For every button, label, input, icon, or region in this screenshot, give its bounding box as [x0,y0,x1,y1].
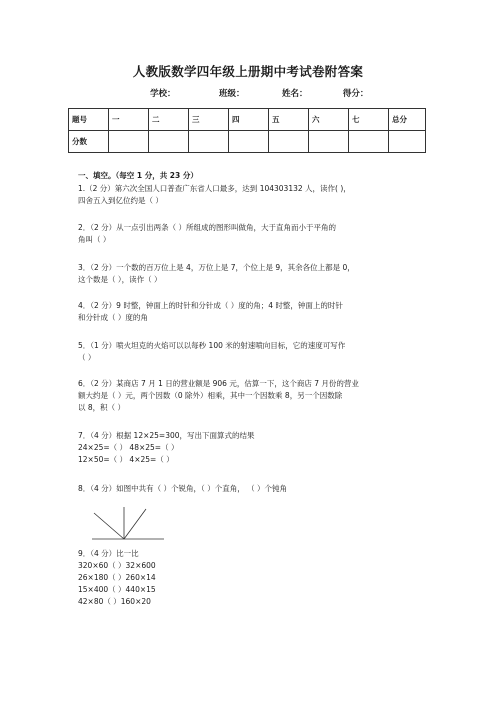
question-line: 1.（2 分）第六次全国人口普查广东省人口最多，达到 104303132 人，读作( )， [78,184,351,193]
table-cell[interactable] [149,131,189,153]
table-cell: 六 [309,109,349,131]
score-field: 得分： [342,89,369,99]
table-cell: 三 [189,109,229,131]
table-cell: 七 [349,109,389,131]
question-4 [78,300,428,324]
question-line: 15×400（ ）440×15 [78,585,156,594]
table-cell: 分数 [69,131,109,153]
score-table [68,108,426,153]
question-line: 320×60（ ）32×600 [78,561,156,570]
table-cell: 一 [109,109,149,131]
table-cell[interactable] [349,131,389,153]
table-cell: 总分 [389,109,426,131]
table-cell: 四 [229,109,269,131]
question-line: 26×180（ ）260×14 [78,573,156,582]
question-line: 额大约是（ ）元，两个因数（0 除外）相乘，其中一个因数乘 8，另一个因数除 [78,391,343,400]
table-cell[interactable] [189,131,229,153]
question-line: 12×50=（ ） 4×25=（ ） [78,455,174,464]
question-line: 3．（2 分）一个数的百万位上是 4，万位上是 7，个位上是 9，其余各位上都是 0， [78,263,355,272]
angle-figure [88,505,168,545]
table-cell[interactable] [109,131,149,153]
school-field: 学校： [150,89,176,99]
question-line: 8．（4 分）如图中共有（ ）个锐角，（ ）个直角， （ ）个钝角 [78,484,287,493]
question-line: 2．（2 分）从一点引出两条（ ）所组成的图形叫做角，大于直角而小于平角的 [78,223,337,232]
question-5 [78,340,428,364]
question-line: 四舍五入到亿位约是（ ） [78,196,163,205]
table-cell: 题号 [69,109,109,131]
class-field: 班级： [218,89,245,99]
question-line: 以 8，积（ ） [78,403,126,412]
name-field: 姓名： [281,89,308,99]
page-title: 人教版数学四年级上册期中考试卷附答案 [132,64,364,79]
question-line: 7．（4 分）根据 12×25=300，写出下面算式的结果 [78,431,255,440]
question-line: 42×80（ ）160×20 [78,597,151,606]
question-line: 5．（1 分）喷火坦克的火焰可以以每秒 100 米的射速喷向目标，它的速度可写作 [78,341,346,350]
header-fields [150,87,368,99]
question-1 [78,183,428,207]
question-8 [78,483,428,495]
table-row [69,109,426,131]
table-cell: 二 [149,109,189,131]
question-6 [78,378,428,414]
question-3 [78,262,428,286]
question-line: 4．（2 分）9 时整，钟面上的时针和分针成（ ）度的角；4 时整，钟面上的时针 [78,301,343,310]
question-2 [78,222,428,246]
table-row [69,131,426,153]
table-cell[interactable] [389,131,426,153]
question-9 [78,548,428,608]
question-line: 9．（4 分）比一比 [78,549,139,558]
question-line: 角叫（ ） [78,235,111,244]
table-cell: 五 [269,109,309,131]
table-cell[interactable] [309,131,349,153]
question-line: 24×25=（ ） 48×25=（ ） [78,443,179,452]
section-heading: 一、填空。（每空 1 分，共 23 分） [78,171,198,180]
question-7 [78,430,428,466]
question-line: 和分针成（ ）度的角 [78,313,148,322]
question-line: 这个数是（ ），读作（ ） [78,275,162,284]
question-line: 6．（2 分）某商店 7 月 1 日的营业额是 906 元，估算一下，这个商店 7 月份的营业 [78,379,359,388]
table-cell[interactable] [269,131,309,153]
table-cell[interactable] [229,131,269,153]
question-line: （ ） [78,353,96,362]
